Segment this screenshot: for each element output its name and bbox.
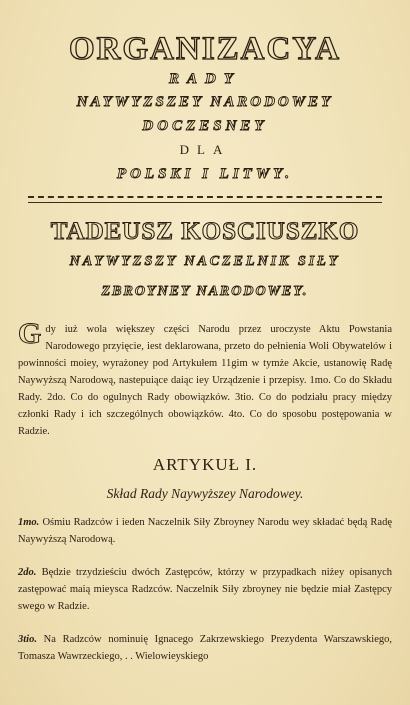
item-text: Będzie trzydzieściu dwóch Zastępców, którzy w przypadkach niżey opisanych zastępować maią mieysca Radzców. Naczelnik Siły zbroyney nie będzie miał Zastępcy swego w Radzie. — [18, 567, 392, 612]
title-line-dla: DLA — [179, 142, 231, 157]
item-number: 3tio. — [18, 634, 37, 645]
document-title: ORGANIZACYA — [69, 31, 341, 67]
drop-cap: G — [18, 317, 42, 350]
preamble-text: dy iuż wola większey części Narodu przez uroczyste Aktu Powstania Narodowego przyięcie, iest deklarowana, przeto do pełnienia Woli Obywatelów i powinności moiey, wyrażoney pod Artykułem 11gim w tymże Akcie, ustanowię Radę Naywyższą Narodową, nastepuiące daiąc iey Urządzenie i przepisy. 1mo. Co do Składu Rady. 2do. Co do ogulnych Rady obowiązków. 3tio. Co do podziału pracy między członki Rady i ich szczególnych obowiązków. 4to. Co do sposobu postępowania w Radzie. — [18, 324, 392, 437]
item-number: 2do. — [18, 567, 37, 578]
article-item — [18, 514, 392, 548]
item-text: Na Radzców nominuię Ignacego Zakrzewskiego Prezydenta Warszawskiego, Tomasza Wawrzeckiego, . . Wielowieyskiego — [18, 634, 392, 662]
preamble-paragraph — [18, 317, 392, 440]
ornamental-divider — [28, 196, 382, 203]
author-block — [18, 217, 392, 303]
author-title-1: NAYWYZSZY NACZELNIK SIŁY — [69, 254, 341, 269]
title-line-naywyzszey: NAYWYZSZEY NARODOWEY — [76, 94, 334, 110]
author-name: TADEUSZ KOSCIUSZKO — [50, 218, 360, 245]
title-line-doczesney: DOCZESNEY — [142, 118, 268, 134]
item-text: Ośmiu Radzców i ieden Naczelnik Siły Zbroyney Narodu wey składać będą Radę Naywyższą Narodową. — [18, 517, 392, 545]
author-title-2: ZBROYNEY NARODOWEY. — [101, 284, 309, 299]
article-item — [18, 631, 392, 665]
article-title: Skład Rady Naywyższey Narodowey. — [106, 486, 304, 501]
title-block — [18, 30, 392, 186]
article-heading: ARTYKUŁ I. — [152, 455, 258, 474]
item-number: 1mo. — [18, 517, 40, 528]
title-line-rady: RADY — [168, 71, 241, 87]
title-line-polski-litwy: POLSKI I LITWY. — [117, 166, 293, 182]
article-item — [18, 564, 392, 615]
